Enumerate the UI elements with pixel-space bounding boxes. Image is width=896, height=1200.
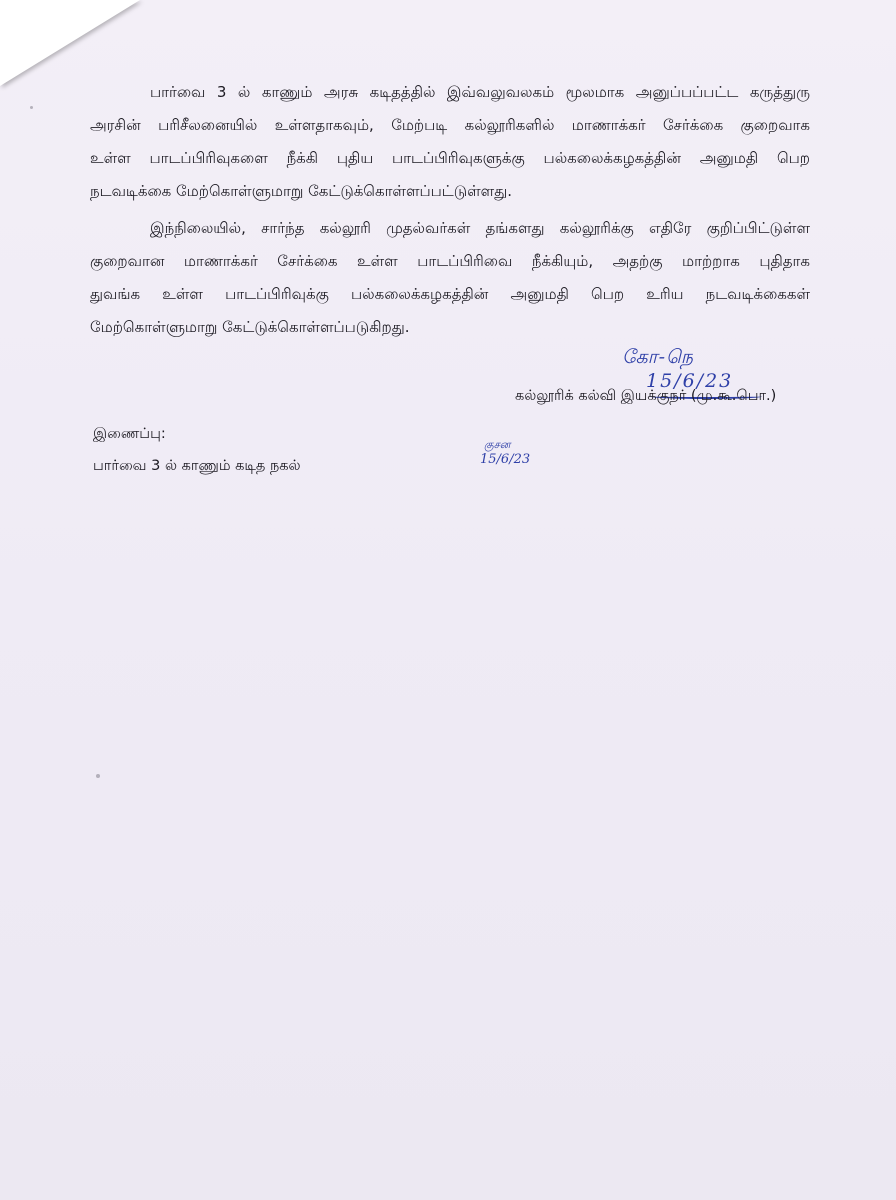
stamp-date: 15/6/23 <box>480 452 531 467</box>
signatory-title: கல்லூரிக் கல்வி இயக்குநர் (மு.கூ.பொ.) <box>515 388 777 404</box>
paragraph-2-line: குறைவான மாணாக்கர் சேர்க்கை உள்ள பாடப்பிரிவை நீக்கியும், அதற்கு மாற்றாக புதிதாக <box>90 252 810 270</box>
paragraph-2 <box>90 212 810 344</box>
paragraph-2-line: இந்நிலையில், சார்ந்த கல்லூரி முதல்வர்கள் தங்களது கல்லூரிக்கு எதிரே குறிப்பிட்டுள்ள <box>150 219 810 237</box>
paper-speck <box>30 106 33 109</box>
signature-date: 15/6/23 <box>646 370 734 392</box>
paragraph-1-line: உள்ள பாடப்பிரிவுகளை நீக்கி புதிய பாடப்பிரிவுகளுக்கு பல்கலைக்கழகத்தின் அனுமதி பெற <box>90 149 810 167</box>
signature-initials: கோ-நெ <box>622 346 694 368</box>
paragraph-1-line: அரசின் பரிசீலனையில் உள்ளதாகவும், மேற்படி கல்லூரிகளில் மாணாக்கர் சேர்க்கை குறைவாக <box>90 116 810 134</box>
paragraph-1 <box>90 76 810 208</box>
paragraph-2-line: மேற்கொள்ளுமாறு கேட்டுக்கொள்ளப்படுகிறது. <box>90 318 410 336</box>
paragraph-1-line: நடவடிக்கை மேற்கொள்ளுமாறு கேட்டுக்கொள்ளப்பட்டுள்ளது. <box>90 182 512 200</box>
paper-speck <box>96 774 100 778</box>
enclosure-label: இணைப்பு: <box>93 426 166 442</box>
paragraph-2-line: துவங்க உள்ள பாடப்பிரிவுக்கு பல்கலைக்கழகத்தின் அனுமதி பெற உரிய நடவடிக்கைகள் <box>90 285 810 303</box>
enclosure-item: பார்வை 3 ல் காணும் கடித நகல் <box>93 458 301 474</box>
stamp-initials: குசன <box>484 438 511 451</box>
folded-corner <box>0 0 140 86</box>
paragraph-1-line: பார்வை 3 ல் காணும் அரசு கடிதத்தில் இவ்வலுவலகம் மூலமாக அனுப்பப்பட்ட கருத்துரு <box>150 83 810 101</box>
